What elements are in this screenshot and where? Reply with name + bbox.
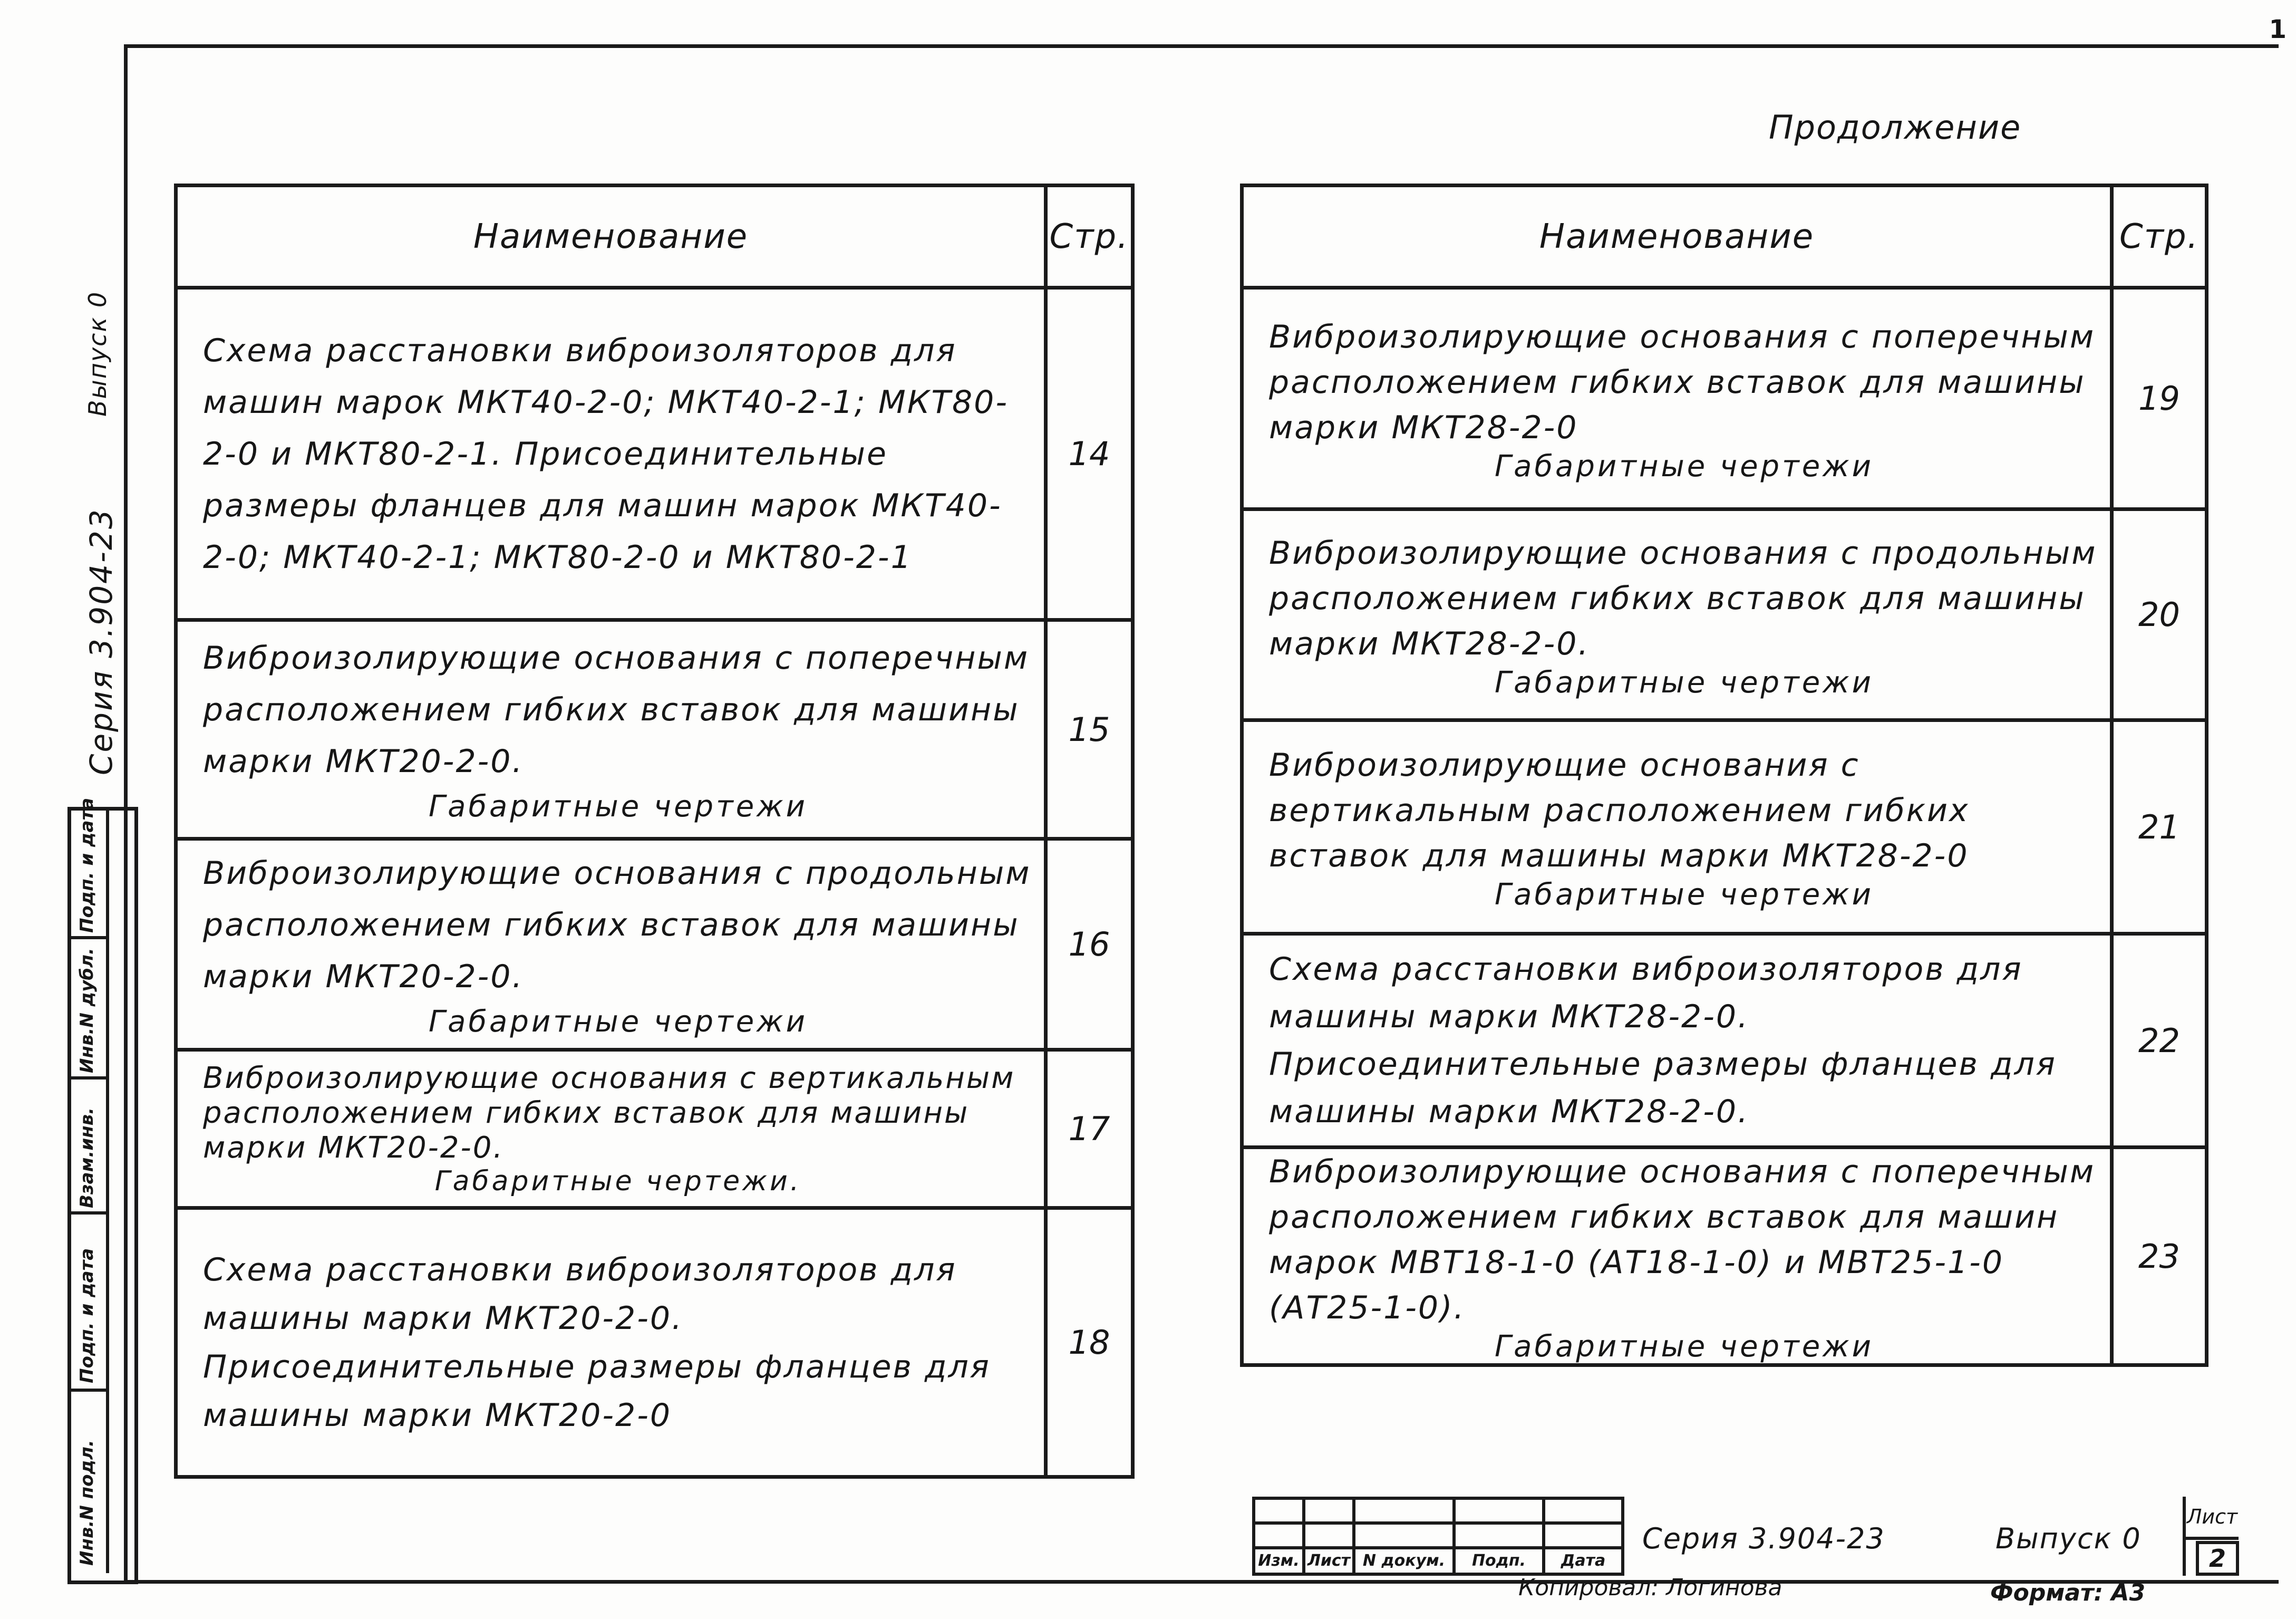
row-name: Схема расстановки виброизоляторов для машины марки МКТ20-2-0. Присоединительные размеры фланцев для машины марки МКТ20-2-0 bbox=[203, 1251, 991, 1434]
row-name-cell bbox=[176, 1050, 1046, 1208]
row-name-cell bbox=[1242, 720, 2112, 934]
title-block bbox=[1252, 1497, 2238, 1576]
column-header-page: Стр. bbox=[1046, 186, 1133, 288]
rev-col-sheet: Лист bbox=[1304, 1548, 1354, 1574]
stamp-cell bbox=[71, 939, 106, 1080]
stamp-label: Инв.N дубл. bbox=[76, 948, 98, 1073]
rev-col-doc: N докум. bbox=[1354, 1548, 1454, 1574]
stamp-cell bbox=[71, 1080, 106, 1215]
row-subtitle: Габаритные чертежи bbox=[1494, 449, 1874, 484]
row-page: 20 bbox=[2112, 509, 2207, 720]
stamp-label: Подп. и дата bbox=[76, 797, 98, 933]
table-row bbox=[176, 839, 1133, 1050]
title-series: Серия 3.904-23 bbox=[1642, 1522, 1885, 1555]
table-row bbox=[176, 1208, 1133, 1477]
row-name-cell bbox=[176, 839, 1046, 1050]
continuation-label: Продолжение bbox=[1769, 108, 2022, 147]
rev-col-date: Дата bbox=[1544, 1548, 1623, 1574]
table-row bbox=[1242, 509, 2207, 720]
column-header-name: Наименование bbox=[176, 186, 1046, 288]
row-subtitle: Габаритные чертежи bbox=[1494, 878, 1874, 912]
row-page: 15 bbox=[1046, 620, 1133, 839]
table-row bbox=[176, 1050, 1133, 1208]
row-subtitle: Габаритные чертежи bbox=[428, 789, 808, 824]
row-page: 23 bbox=[2112, 1148, 2207, 1365]
copied-by: Копировал: Логинова bbox=[1518, 1574, 1782, 1601]
row-name: Схема расстановки виброизоляторов для машин марок МКТ40-2-0; МКТ40-2-1; МКТ80-2-0 и МКТ80-2-1. Присоединительные размеры фланцев для машин марок МКТ40-2-0; МКТ40-2-1; МКТ80-2-0 и МКТ80-2-1 bbox=[203, 332, 1009, 576]
table-row bbox=[1242, 1148, 2207, 1365]
row-subtitle: Габаритные чертежи bbox=[1494, 1329, 1874, 1364]
row-page: 22 bbox=[2112, 934, 2207, 1148]
title-issue: Выпуск 0 bbox=[1995, 1522, 2142, 1555]
row-name: Виброизолирующие основания с продольным расположением гибких вставок для машины марки МКТ28-2-0. bbox=[1269, 534, 2097, 662]
row-name-cell bbox=[176, 620, 1046, 839]
row-name-cell bbox=[176, 1208, 1046, 1477]
sheet-number: 2 bbox=[2196, 1541, 2239, 1576]
contents-table-right bbox=[1240, 184, 2208, 1367]
column-header-page: Стр. bbox=[2112, 186, 2207, 288]
row-page: 17 bbox=[1046, 1050, 1133, 1208]
row-name: Схема расстановки виброизоляторов для машины марки МКТ28-2-0. Присоединительные размеры фланцев для машины марки МКТ28-2-0. bbox=[1269, 951, 2057, 1130]
row-name-cell bbox=[1242, 509, 2112, 720]
rev-col-sign: Подп. bbox=[1454, 1548, 1544, 1574]
row-name: Виброизолирующие основания с продольным расположением гибких вставок для машины марки МКТ20-2-0. bbox=[203, 854, 1031, 995]
stamp-label: Инв.N подл. bbox=[76, 1440, 98, 1566]
row-page: 16 bbox=[1046, 839, 1133, 1050]
row-subtitle: Габаритные чертежи. bbox=[434, 1165, 802, 1197]
row-page: 19 bbox=[2112, 288, 2207, 509]
stamp-cell bbox=[71, 1215, 106, 1392]
row-name-cell bbox=[1242, 934, 2112, 1148]
revision-grid bbox=[1252, 1497, 1624, 1576]
side-series-label: Серия 3.904-23 bbox=[83, 508, 119, 775]
table-row bbox=[176, 620, 1133, 839]
title-divider bbox=[1621, 1497, 1624, 1576]
row-page: 14 bbox=[1046, 288, 1133, 620]
row-name: Виброизолирующие основания с поперечным расположением гибких вставок для машины марки МКТ20-2-0. bbox=[203, 640, 1030, 780]
sheet-format: Формат: А3 bbox=[1990, 1579, 2146, 1606]
row-page: 21 bbox=[2112, 720, 2207, 934]
table-header-row bbox=[1242, 186, 2207, 288]
row-subtitle: Габаритные чертежи bbox=[1494, 665, 1874, 700]
stamp-cell bbox=[71, 797, 106, 939]
stamp-divider bbox=[106, 811, 109, 1573]
corner-mark: 1 bbox=[2269, 15, 2287, 44]
row-name-cell bbox=[176, 288, 1046, 620]
stamp-label: Взам.инв. bbox=[76, 1107, 98, 1208]
row-name: Виброизолирующие основания с вертикальным расположением гибких вставок для машины марки МКТ28-2-0 bbox=[1269, 747, 1970, 874]
row-name: Виброизолирующие основания с поперечным расположением гибких вставок для машин марок МВТ18-1-0 (АТ18-1-0) и МВТ25-1-0 (АТ25-1-0). bbox=[1269, 1153, 2096, 1326]
sheet-label: Лист bbox=[2186, 1497, 2239, 1540]
rev-col-change: Изм. bbox=[1254, 1548, 1304, 1574]
table-row bbox=[1242, 934, 2207, 1148]
table-header-row bbox=[176, 186, 1133, 288]
row-name-cell bbox=[1242, 288, 2112, 509]
stamp-label: Подп. и дата bbox=[76, 1248, 98, 1383]
row-name: Виброизолирующие основания с поперечным расположением гибких вставок для машины марки МКТ28-2-0 bbox=[1269, 318, 2096, 446]
table-row bbox=[1242, 288, 2207, 509]
table-row bbox=[1242, 720, 2207, 934]
table-row bbox=[176, 288, 1133, 620]
row-page: 18 bbox=[1046, 1208, 1133, 1477]
side-series-block bbox=[79, 248, 121, 775]
row-name: Виброизолирующие основания с вертикальным расположением гибких вставок для машины марки МКТ20-2-0. bbox=[203, 1061, 1015, 1165]
contents-table-left bbox=[174, 184, 1135, 1479]
side-issue-label: Выпуск 0 bbox=[83, 291, 112, 417]
row-subtitle: Габаритные чертежи bbox=[428, 1004, 808, 1039]
stamp-cell bbox=[71, 1392, 106, 1571]
row-name-cell bbox=[1242, 1148, 2112, 1365]
stamp-strip bbox=[67, 797, 138, 1584]
column-header-name: Наименование bbox=[1242, 186, 2112, 288]
